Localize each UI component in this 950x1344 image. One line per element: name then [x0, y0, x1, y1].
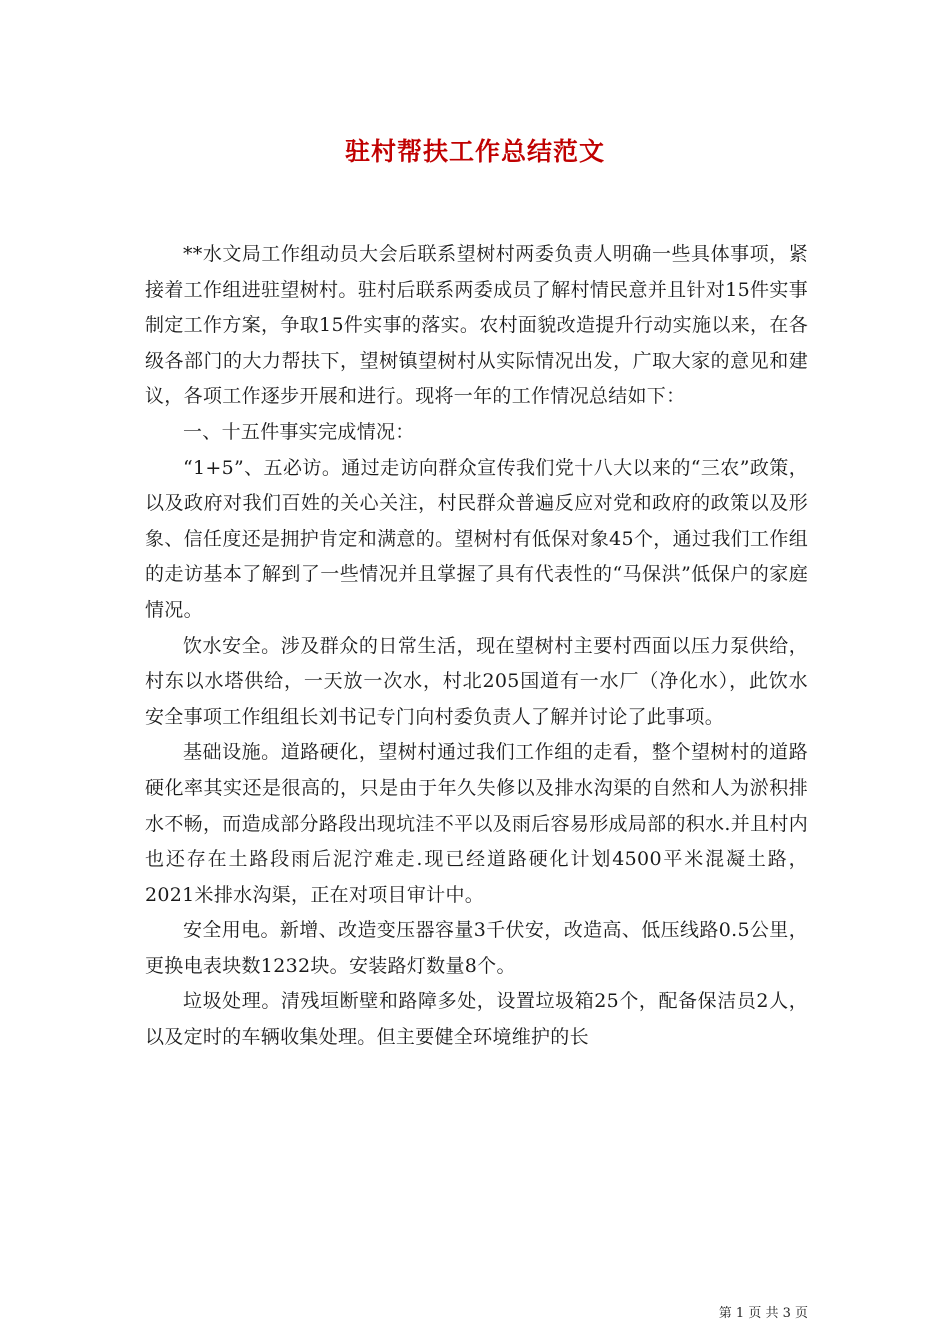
document-body [145, 237, 808, 1056]
paragraph-garbage: 垃圾处理。清残垣断壁和路障多处，设置垃圾箱25个，配备保洁员2人，以及定时的车辆收集处理。但主要健全环境维护的长 [145, 990, 808, 1049]
document-title: 驻村帮扶工作总结范文 [344, 137, 605, 166]
paragraph-electricity: 安全用电。新增、改造变压器容量3千伏安，改造高、低压线路0.5公里，更换电表块数1232块。安装路灯数量8个。 [145, 919, 808, 977]
page-number-footer: 第 1 页 共 3 页 [718, 1306, 808, 1321]
paragraph-infrastructure: 基础设施。道路硬化，望树村通过我们工作组的走看，整个望树村的道路硬化率其实还是很高的，只是由于年久失修以及排水沟渠的自然和人为淤积排水不畅，而造成部分路段出现坑洼不平以及雨后容易形成局部的积水.并且村内也还存在土路段雨后泥泞难走.现已经道路硬化计划4500平米混凝土路，2021米排水沟渠，正在对项目审计中。 [145, 741, 808, 906]
paragraph-visits: “1+5”、五必访。通过走访向群众宣传我们党十八大以来的“三农”政策，以及政府对我们百姓的关心关注，村民群众普遍反应对党和政府的政策以及形象、信任度还是拥护肯定和满意的。望树村有低保对象45个，通过我们工作组的走访基本了解到了一些情况并且掌握了具有代表性的“马保洪”低保户的家庭情况。 [145, 456, 808, 621]
paragraph-intro: **水文局工作组动员大会后联系望树村两委负责人明确一些具体事项，紧接着工作组进驻望树村。驻村后联系两委成员了解村情民意并且针对15件实事制定工作方案，争取15件实事的落实。农村面貌改造提升行动实施以来，在各级各部门的大力帮扶下，望树镇望树村从实际情况出发，广取大家的意见和建议，各项工作逐步开展和进行。现将一年的工作情况总结如下： [145, 243, 808, 408]
section-heading-fifteen-items: 一、十五件事实完成情况： [183, 420, 415, 443]
paragraph-water-safety: 饮水安全。涉及群众的日常生活，现在望树村主要村西面以压力泵供给，村东以水塔供给，一天放一次水，村北205国道有一水厂（净化水），此饮水安全事项工作组组长刘书记专门向村委负责人了解并讨论了此事项。 [145, 634, 808, 728]
